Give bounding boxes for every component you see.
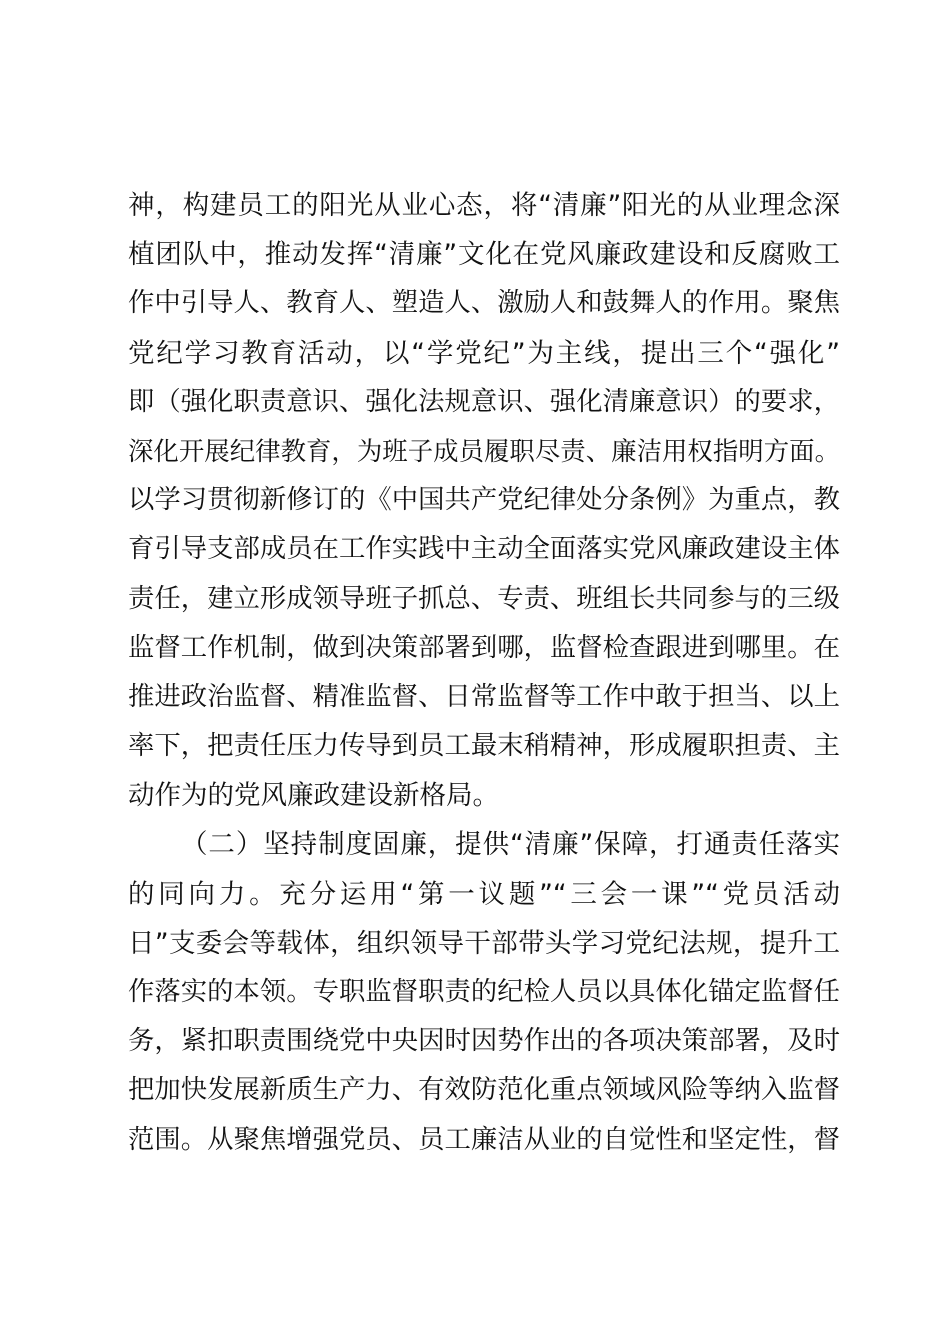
text-line: 深化开展纪律教育，为班子成员履职尽责、廉洁用权指明方面。 bbox=[128, 435, 840, 466]
text-line: 监督工作机制，做到决策部署到哪，监督检查跟进到哪里。在 bbox=[128, 632, 840, 663]
text-line: 率下，把责任压力传导到员工最末稍精神，形成履职担责、主 bbox=[128, 731, 840, 762]
text-line: 的同向力。充分运用“第一议题”“三会一课”“党员活动 bbox=[128, 878, 840, 910]
body-text bbox=[128, 181, 840, 1165]
text-line: 神，构建员工的阳光从业心态，将“清廉”阳光的从业理念深 bbox=[128, 190, 840, 221]
text-line: 植团队中，推动发挥“清廉”文化在党风廉政建设和反腐败工 bbox=[128, 239, 840, 271]
text-line: 日”支委会等载体，组织领导干部带头学习党纪法规，提升工 bbox=[128, 927, 840, 959]
text-line: 作中引导人、教育人、塑造人、激励人和鼓舞人的作用。聚焦 bbox=[128, 288, 840, 319]
text-line: 推进政治监督、精准监督、日常监督等工作中敢于担当、以上 bbox=[128, 681, 840, 712]
text-line: 范围。从聚焦增强党员、员工廉洁从业的自觉性和坚定性，督 bbox=[128, 1124, 840, 1155]
text-line: 责任，建立形成领导班子抓总、专责、班组长共同参与的三级 bbox=[128, 583, 840, 614]
section-heading-line: （二）坚持制度固廉，提供“清廉”保障，打通责任落实 bbox=[181, 829, 840, 861]
text-line: 作落实的本领。专职监督职责的纪检人员以具体化锚定监督任 bbox=[128, 977, 840, 1007]
text-line: 务，紧扣职责围绕党中央因时因势作出的各项决策部署，及时 bbox=[128, 1026, 840, 1057]
text-line: 即（强化职责意识、强化法规意识、强化清廉意识）的要求， bbox=[128, 386, 840, 417]
text-line: 把加快发展新质生产力、有效防范化重点领域风险等纳入监督 bbox=[128, 1075, 840, 1106]
text-line: 育引导支部成员在工作实践中主动全面落实党风廉政建设主体 bbox=[128, 534, 840, 565]
text-line: 党纪学习教育活动，以“学党纪”为主线，提出三个“强化” bbox=[128, 337, 840, 369]
paragraph-end-line: 动作为的党风廉政建设新格局。 bbox=[128, 780, 499, 812]
text-line: 以学习贯彻新修订的《中国共产党纪律处分条例》为重点，教 bbox=[128, 485, 840, 516]
